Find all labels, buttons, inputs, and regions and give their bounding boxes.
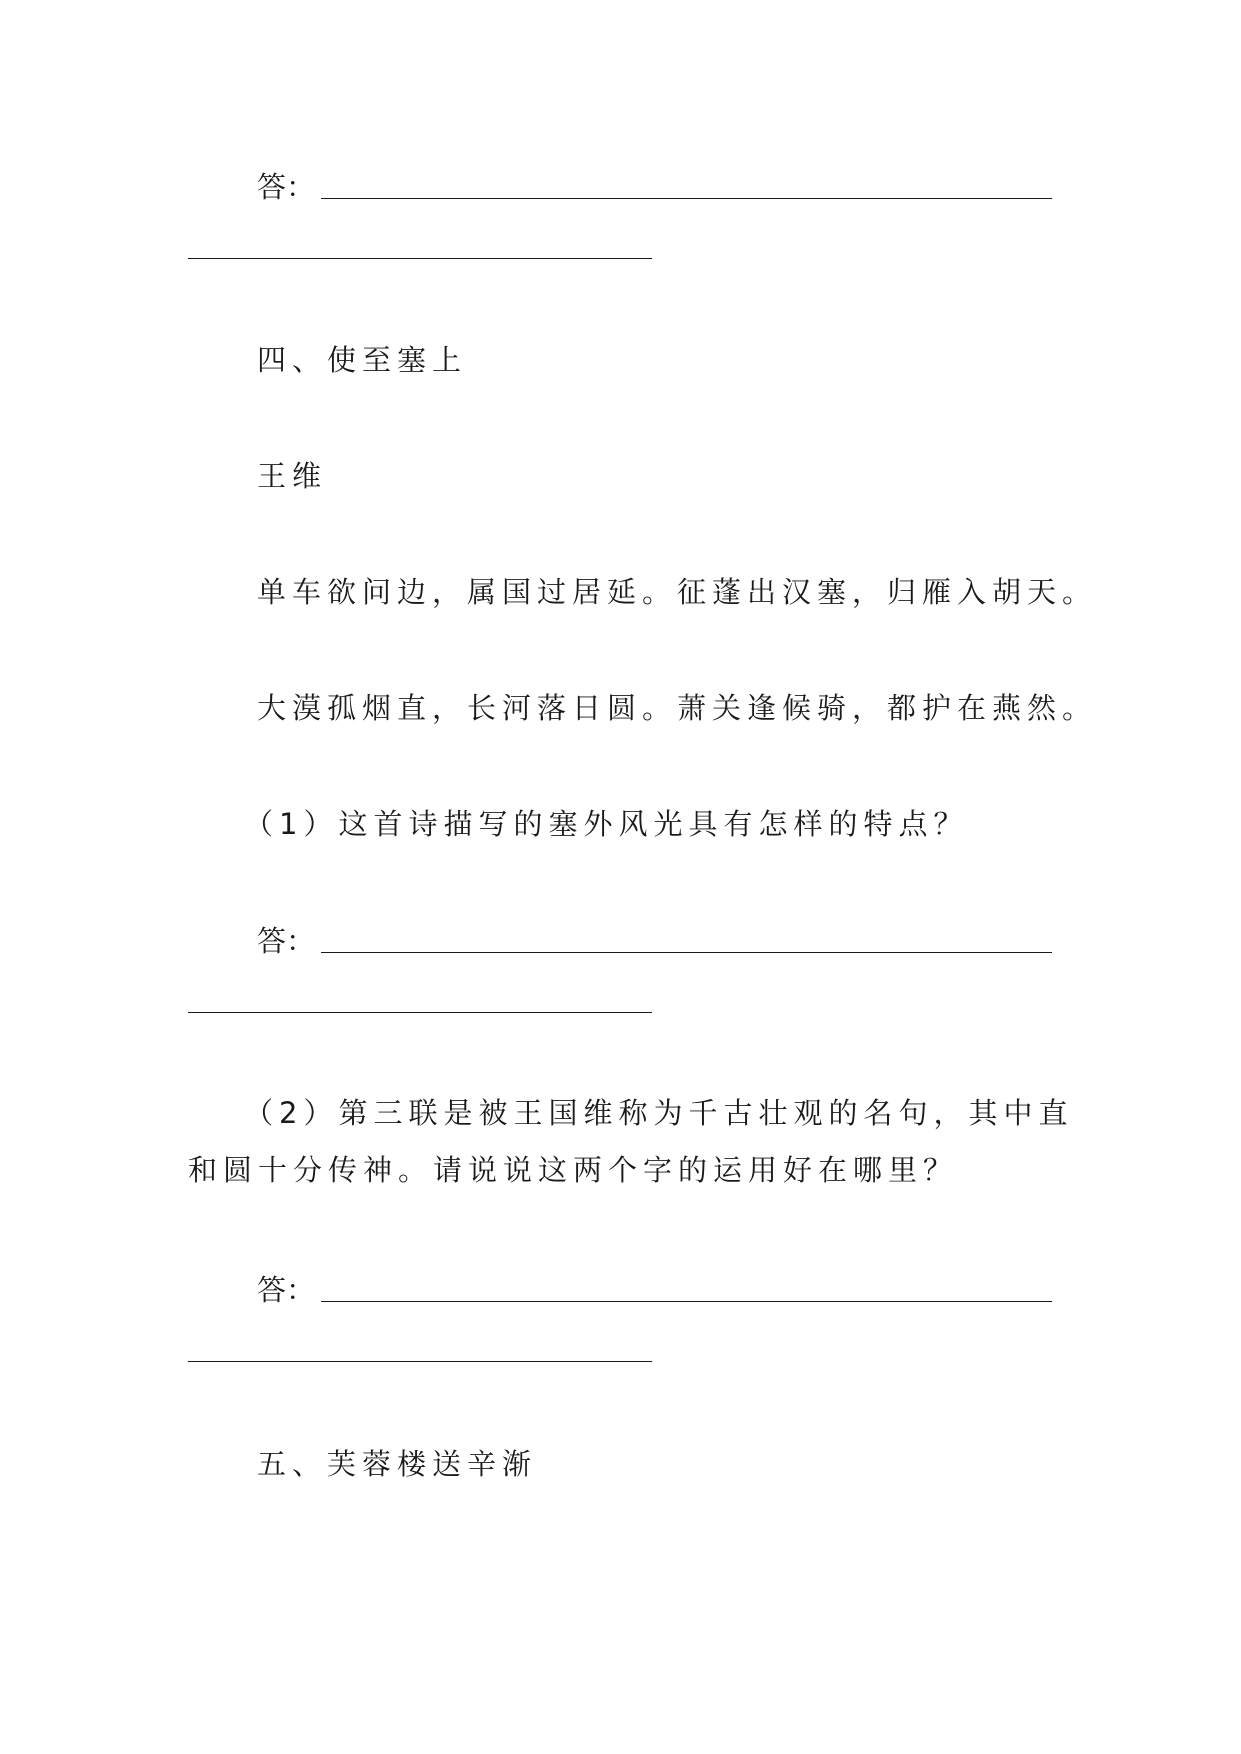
answer-line-continued	[188, 1361, 652, 1362]
question-1: （1）这首诗描写的塞外风光具有怎样的特点？	[244, 807, 969, 841]
answer-line-continued	[188, 1012, 652, 1013]
answer-line-continued	[188, 258, 652, 259]
answer-line	[321, 1301, 1052, 1302]
question-2-line-1: （2）第三联是被王国维称为千古壮观的名句，其中直	[244, 1096, 1074, 1130]
poem-line: 单车欲问边，属国过居延。征蓬出汉塞，归雁入胡天。	[257, 575, 1098, 609]
section-heading: 四、使至塞上	[257, 343, 468, 377]
answer-label: 答：	[257, 170, 316, 204]
question-2-line-2: 和圆十分传神。请说说这两个字的运用好在哪里？	[188, 1153, 959, 1187]
answer-label: 答：	[257, 924, 316, 958]
answer-label: 答：	[257, 1273, 316, 1307]
poem-line: 大漠孤烟直，长河落日圆。萧关逢候骑，都护在燕然。	[257, 691, 1098, 725]
poem-author: 王维	[257, 459, 328, 493]
section-heading: 五、芙蓉楼送辛渐	[257, 1447, 538, 1481]
answer-line	[321, 198, 1052, 199]
answer-line	[321, 952, 1052, 953]
